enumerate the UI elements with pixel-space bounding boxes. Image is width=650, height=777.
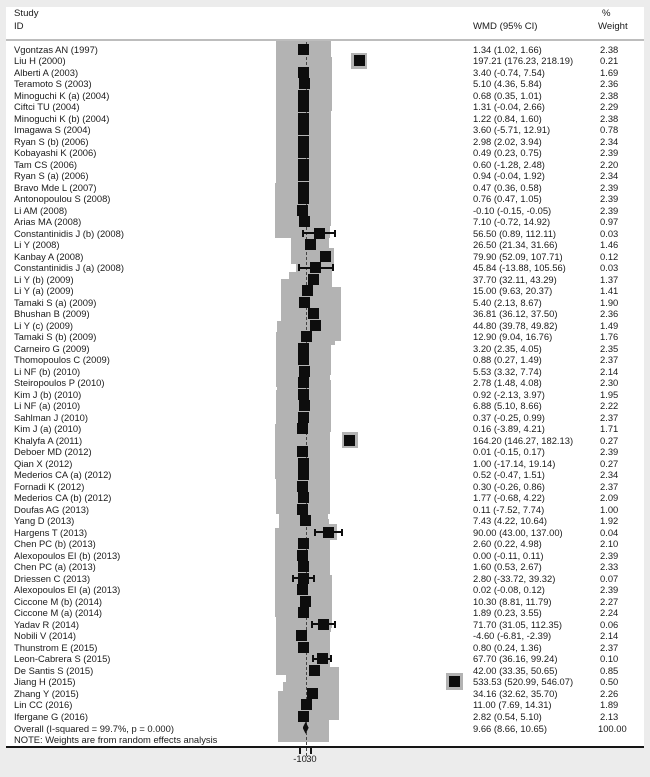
ci-whisker-left-cap bbox=[292, 575, 294, 582]
study-label: Chen PC (a) (2013) bbox=[14, 561, 96, 573]
effect-estimate-square bbox=[310, 320, 321, 331]
study-wmd-ci: 56.50 (0.89, 112.11) bbox=[473, 227, 557, 239]
study-weight: 2.09 bbox=[600, 492, 619, 504]
study-weight: 2.37 bbox=[600, 354, 619, 366]
study-wmd-ci: 0.47 (0.36, 0.58) bbox=[473, 181, 542, 193]
study-weight: 0.97 bbox=[600, 216, 619, 228]
study-weight: 2.39 bbox=[600, 193, 619, 205]
effect-estimate-square bbox=[298, 90, 309, 101]
study-weight: 0.50 bbox=[600, 676, 619, 688]
study-label: Alexopoulos EI (b) (2013) bbox=[14, 549, 121, 561]
study-wmd-ci: 42.00 (33.35, 50.65) bbox=[473, 664, 558, 676]
effect-estimate-square bbox=[299, 297, 310, 308]
study-wmd-ci: 2.82 (0.54, 5.10) bbox=[473, 710, 542, 722]
effect-estimate-square bbox=[297, 584, 308, 595]
study-label: Constantinidis J (a) (2008) bbox=[14, 262, 124, 274]
study-label: Imagawa S (2004) bbox=[14, 124, 91, 136]
forest-plot-marker-layer bbox=[0, 41, 650, 746]
study-label: Carneiro G (2009) bbox=[14, 342, 90, 354]
study-weight: 2.38 bbox=[600, 89, 619, 101]
study-weight: 2.33 bbox=[600, 561, 619, 573]
study-weight: 2.34 bbox=[600, 135, 619, 147]
study-wmd-ci: 1.00 (-17.14, 19.14) bbox=[473, 457, 556, 469]
study-label: Constantinidis J (b) (2008) bbox=[14, 227, 124, 239]
study-label: Mederios CA (b) (2012) bbox=[14, 492, 112, 504]
effect-estimate-square bbox=[296, 630, 307, 641]
study-weight: 2.39 bbox=[600, 181, 619, 193]
study-weight: 1.49 bbox=[600, 319, 619, 331]
study-label: Deboer MD (2012) bbox=[14, 446, 92, 458]
study-weight: 1.90 bbox=[600, 296, 619, 308]
header-study-line1: Study bbox=[14, 8, 39, 19]
study-label: Steiropoulos P (2010) bbox=[14, 377, 105, 389]
effect-estimate-square bbox=[297, 423, 308, 434]
study-weight: 2.27 bbox=[600, 595, 619, 607]
study-label: Tam CS (2006) bbox=[14, 158, 78, 170]
overall-label: Overall (I-squared = 99.7%, p = 0.000) bbox=[14, 722, 174, 734]
effect-estimate-square bbox=[297, 504, 308, 515]
study-label: Ifergane G (2016) bbox=[14, 710, 89, 722]
study-weight: 0.03 bbox=[600, 227, 619, 239]
effect-estimate-square bbox=[308, 274, 319, 285]
study-label: Bhushan B (2009) bbox=[14, 308, 90, 320]
study-wmd-ci: 0.49 (0.23, 0.75) bbox=[473, 147, 542, 159]
x-axis-line bbox=[6, 746, 644, 748]
effect-estimate-square bbox=[297, 446, 308, 457]
study-label: Kim J (a) (2010) bbox=[14, 423, 82, 435]
effect-estimate-square bbox=[299, 400, 310, 411]
effect-estimate-square bbox=[300, 596, 311, 607]
study-wmd-ci: 44.80 (39.78, 49.82) bbox=[473, 319, 558, 331]
effect-estimate-square bbox=[323, 527, 334, 538]
effect-estimate-square bbox=[298, 412, 309, 423]
effect-estimate-square bbox=[298, 458, 309, 469]
study-wmd-ci: 26.50 (21.34, 31.66) bbox=[473, 239, 558, 251]
effect-estimate-square bbox=[302, 285, 313, 296]
study-wmd-ci: 3.60 (-5.71, 12.91) bbox=[473, 124, 551, 136]
study-wmd-ci: 37.70 (32.11, 43.29) bbox=[473, 273, 557, 285]
study-label: Tamaki S (a) (2009) bbox=[14, 296, 97, 308]
effect-estimate-square bbox=[298, 642, 309, 653]
study-label: Vgontzas AN (1997) bbox=[14, 43, 98, 55]
effect-estimate-square bbox=[310, 262, 321, 273]
study-label: Ciccone M (b) (2014) bbox=[14, 595, 103, 607]
ci-whisker-right-cap bbox=[313, 575, 315, 582]
effect-estimate-square bbox=[298, 182, 309, 193]
effect-estimate-square bbox=[317, 653, 328, 664]
study-wmd-ci: 11.00 (7.69, 14.31) bbox=[473, 699, 552, 711]
study-weight: 1.46 bbox=[600, 239, 619, 251]
effect-estimate-square bbox=[298, 492, 309, 503]
study-wmd-ci: 0.30 (-0.26, 0.86) bbox=[473, 480, 545, 492]
header-study-line2: ID bbox=[14, 21, 24, 32]
effect-estimate-square bbox=[301, 331, 312, 342]
study-label: Alexopoulos EI (a) (2013) bbox=[14, 584, 121, 596]
ci-whisker-left-cap bbox=[311, 621, 313, 628]
study-label: Minoguchi K (a) (2004) bbox=[14, 89, 110, 101]
study-weight: 1.00 bbox=[600, 503, 619, 515]
effect-estimate-square bbox=[298, 538, 309, 549]
ci-whisker-right-cap bbox=[334, 621, 336, 628]
study-wmd-ci: 3.40 (-0.74, 7.54) bbox=[473, 66, 545, 78]
header-weight-line2: Weight bbox=[598, 21, 628, 32]
study-label: Ciftci TU (2004) bbox=[14, 101, 80, 113]
study-wmd-ci: 5.53 (3.32, 7.74) bbox=[473, 365, 542, 377]
effect-estimate-square bbox=[298, 147, 309, 158]
study-label: Sahlman J (2010) bbox=[14, 411, 88, 423]
effect-estimate-square bbox=[297, 205, 308, 216]
study-weight: 2.36 bbox=[600, 308, 619, 320]
study-wmd-ci: 34.16 (32.62, 35.70) bbox=[473, 687, 558, 699]
study-label: Jiang H (2015) bbox=[14, 676, 76, 688]
effect-estimate-square bbox=[298, 711, 309, 722]
study-weight: 2.34 bbox=[600, 469, 619, 481]
study-weight: 0.21 bbox=[600, 55, 619, 67]
study-weight: 0.10 bbox=[600, 653, 619, 665]
study-weight: 1.71 bbox=[600, 423, 619, 435]
study-label: Kim J (b) (2010) bbox=[14, 388, 82, 400]
header-wmd-column: WMD (95% CI) bbox=[473, 21, 538, 32]
study-label: Ryan S (b) (2006) bbox=[14, 135, 89, 147]
study-weight: 2.24 bbox=[600, 607, 619, 619]
study-weight: 2.14 bbox=[600, 630, 619, 642]
study-wmd-ci: 71.70 (31.05, 112.35) bbox=[473, 618, 562, 630]
study-weight: 0.06 bbox=[600, 618, 619, 630]
study-weight: 2.26 bbox=[600, 687, 619, 699]
study-weight: 1.92 bbox=[600, 515, 619, 527]
study-label: Yadav R (2014) bbox=[14, 618, 79, 630]
study-wmd-ci: 36.81 (36.12, 37.50) bbox=[473, 308, 558, 320]
study-label: Hargens T (2013) bbox=[14, 526, 88, 538]
study-weight: 2.13 bbox=[600, 710, 619, 722]
effect-estimate-square bbox=[298, 67, 309, 78]
study-wmd-ci: 0.16 (-3.89, 4.21) bbox=[473, 423, 545, 435]
study-label: Li Y (2008) bbox=[14, 239, 60, 251]
study-wmd-ci: 0.60 (-1.28, 2.48) bbox=[473, 158, 545, 170]
study-weight: 2.39 bbox=[600, 446, 619, 458]
study-weight: 2.35 bbox=[600, 342, 619, 354]
study-weight: 2.37 bbox=[600, 411, 619, 423]
note-text: NOTE: Weights are from random effects analysis bbox=[14, 734, 218, 745]
study-wmd-ci: 2.60 (0.22, 4.98) bbox=[473, 538, 542, 550]
study-weight: 0.12 bbox=[600, 250, 619, 262]
study-wmd-ci: 6.88 (5.10, 8.66) bbox=[473, 400, 542, 412]
study-label: Tamaki S (b) (2009) bbox=[14, 331, 97, 343]
study-label: Nobili V (2014) bbox=[14, 630, 77, 642]
study-label: Teramoto S (2003) bbox=[14, 78, 92, 90]
study-wmd-ci: 7.43 (4.22, 10.64) bbox=[473, 515, 548, 527]
study-wmd-ci: 0.80 (0.24, 1.36) bbox=[473, 641, 542, 653]
x-axis-tick-label-neg10: -10 bbox=[293, 753, 307, 764]
study-weight: 2.36 bbox=[600, 78, 619, 90]
effect-estimate-square bbox=[298, 136, 309, 147]
effect-estimate-square bbox=[298, 193, 309, 204]
study-label: Antonopoulou S (2008) bbox=[14, 193, 111, 205]
study-wmd-ci: 10.30 (8.81, 11.79) bbox=[473, 595, 552, 607]
study-weight: 0.04 bbox=[600, 526, 619, 538]
ci-whisker-right-cap bbox=[332, 264, 334, 271]
study-weight: 2.38 bbox=[600, 43, 619, 55]
effect-estimate-square bbox=[308, 308, 319, 319]
study-wmd-ci: 5.10 (4.36, 5.84) bbox=[473, 78, 542, 90]
study-label: Chen PC (b) (2013) bbox=[14, 538, 96, 550]
effect-estimate-square bbox=[309, 665, 320, 676]
study-weight: 0.27 bbox=[600, 434, 619, 446]
study-wmd-ci: 0.94 (-0.04, 1.92) bbox=[473, 170, 545, 182]
study-label: Alberti A (2003) bbox=[14, 66, 79, 78]
study-weight: 2.39 bbox=[600, 204, 619, 216]
study-label: Ryan S (a) (2006) bbox=[14, 170, 89, 182]
study-weight: 2.39 bbox=[600, 147, 619, 159]
overall-weight: 100.00 bbox=[598, 722, 627, 734]
study-label: Kobayashi K (2006) bbox=[14, 147, 97, 159]
effect-estimate-square bbox=[298, 561, 309, 572]
effect-estimate-square bbox=[299, 78, 310, 89]
effect-estimate-square bbox=[298, 113, 309, 124]
study-weight: 2.30 bbox=[600, 377, 619, 389]
effect-estimate-square bbox=[299, 216, 310, 227]
effect-estimate-square bbox=[298, 607, 309, 618]
study-weight: 2.39 bbox=[600, 584, 619, 596]
study-label: Li AM (2008) bbox=[14, 204, 68, 216]
study-label: Driessen C (2013) bbox=[14, 572, 91, 584]
study-label: Li NF (a) (2010) bbox=[14, 400, 81, 412]
study-label: Yang D (2013) bbox=[14, 515, 75, 527]
study-weight: 0.78 bbox=[600, 124, 619, 136]
study-wmd-ci: 12.90 (9.04, 16.76) bbox=[473, 331, 553, 343]
study-weight: 0.27 bbox=[600, 457, 619, 469]
study-weight: 2.22 bbox=[600, 400, 619, 412]
study-label: Li Y (c) (2009) bbox=[14, 319, 74, 331]
study-wmd-ci: 1.22 (0.84, 1.60) bbox=[473, 112, 542, 124]
study-weight: 0.03 bbox=[600, 262, 619, 274]
study-weight: 2.29 bbox=[600, 101, 619, 113]
study-wmd-ci: 0.76 (0.47, 1.05) bbox=[473, 193, 542, 205]
study-label: De Santis S (2015) bbox=[14, 664, 94, 676]
study-wmd-ci: 0.88 (0.27, 1.49) bbox=[473, 354, 542, 366]
x-axis-tick-label-30: 30 bbox=[306, 753, 317, 764]
study-wmd-ci: 2.78 (1.48, 4.08) bbox=[473, 377, 542, 389]
study-weight: 1.41 bbox=[600, 285, 619, 297]
study-wmd-ci: 2.98 (2.02, 3.94) bbox=[473, 135, 542, 147]
study-weight: 2.39 bbox=[600, 549, 619, 561]
study-label: Liu H (2000) bbox=[14, 55, 66, 67]
study-wmd-ci: 164.20 (146.27, 182.13) bbox=[473, 434, 574, 446]
effect-estimate-square bbox=[298, 44, 309, 55]
study-wmd-ci: 1.34 (1.02, 1.66) bbox=[473, 43, 542, 55]
study-weight: 2.10 bbox=[600, 538, 619, 550]
effect-estimate-square bbox=[298, 573, 309, 584]
ci-whisker-right-cap bbox=[334, 230, 336, 237]
study-wmd-ci: -0.10 (-0.15, -0.05) bbox=[473, 204, 552, 216]
effect-estimate-square bbox=[298, 101, 309, 112]
effect-estimate-square bbox=[298, 469, 309, 480]
ci-whisker-left-cap bbox=[314, 529, 316, 536]
study-label: Kanbay A (2008) bbox=[14, 250, 84, 262]
study-wmd-ci: 5.40 (2.13, 8.67) bbox=[473, 296, 542, 308]
effect-estimate-square bbox=[298, 354, 309, 365]
effect-estimate-square bbox=[298, 159, 309, 170]
ci-whisker-right-cap bbox=[341, 529, 343, 536]
study-label: Khalyfa A (2011) bbox=[14, 434, 83, 446]
study-label: Zhang Y (2015) bbox=[14, 687, 79, 699]
study-wmd-ci: 197.21 (176.23, 218.19) bbox=[473, 55, 574, 67]
ci-whisker-left-cap bbox=[312, 655, 314, 662]
study-weight: 1.76 bbox=[600, 331, 619, 343]
study-wmd-ci: 0.68 (0.35, 1.01) bbox=[473, 89, 542, 101]
study-label: Ciccone M (a) (2014) bbox=[14, 607, 103, 619]
study-wmd-ci: 0.52 (-0.47, 1.51) bbox=[473, 469, 545, 481]
study-wmd-ci: 67.70 (36.16, 99.24) bbox=[473, 653, 558, 665]
study-label: Qian X (2012) bbox=[14, 457, 73, 469]
study-weight: 2.20 bbox=[600, 158, 619, 170]
effect-estimate-square bbox=[297, 481, 308, 492]
study-wmd-ci: 1.77 (-0.68, 4.22) bbox=[473, 492, 545, 504]
study-wmd-ci: 15.00 (9.63, 20.37) bbox=[473, 285, 553, 297]
study-wmd-ci: 0.92 (-2.13, 3.97) bbox=[473, 388, 545, 400]
study-wmd-ci: 1.60 (0.53, 2.67) bbox=[473, 561, 542, 573]
study-weight: 2.14 bbox=[600, 365, 619, 377]
study-weight: 0.07 bbox=[600, 572, 619, 584]
header-weight-line1: % bbox=[602, 8, 611, 19]
overall-line-axis-stub bbox=[306, 748, 307, 756]
overall-wmd-ci: 9.66 (8.66, 10.65) bbox=[473, 722, 548, 734]
study-weight: 2.38 bbox=[600, 112, 619, 124]
study-wmd-ci: 3.20 (2.35, 4.05) bbox=[473, 342, 542, 354]
study-wmd-ci: 7.10 (-0.72, 14.92) bbox=[473, 216, 551, 228]
study-wmd-ci: 2.80 (-33.72, 39.32) bbox=[473, 572, 556, 584]
study-label: Fornadi K (2012) bbox=[14, 480, 85, 492]
study-label: Lin CC (2016) bbox=[14, 699, 73, 711]
study-label: Li NF (b) (2010) bbox=[14, 365, 81, 377]
effect-estimate-square bbox=[318, 619, 329, 630]
study-label: Bravo Mde L (2007) bbox=[14, 181, 97, 193]
study-weight: 2.37 bbox=[600, 641, 619, 653]
effect-estimate-square bbox=[298, 377, 309, 388]
effect-estimate-square bbox=[299, 366, 310, 377]
study-label: Leon-Cabrera S (2015) bbox=[14, 653, 111, 665]
study-wmd-ci: 0.00 (-0.11, 0.11) bbox=[473, 549, 544, 561]
ci-whisker-left-cap bbox=[298, 264, 300, 271]
effect-estimate-square bbox=[449, 676, 460, 687]
study-label: Minoguchi K (b) (2004) bbox=[14, 112, 110, 124]
effect-estimate-square bbox=[298, 389, 309, 400]
ci-whisker-right-cap bbox=[330, 655, 332, 662]
effect-estimate-square bbox=[307, 688, 318, 699]
study-label: Doufas AG (2013) bbox=[14, 503, 90, 515]
effect-estimate-square bbox=[305, 239, 316, 250]
study-weight: 1.69 bbox=[600, 66, 619, 78]
effect-estimate-square bbox=[301, 699, 312, 710]
study-weight: 2.37 bbox=[600, 480, 619, 492]
study-wmd-ci: 1.89 (0.23, 3.55) bbox=[473, 607, 542, 619]
study-weight: 0.85 bbox=[600, 664, 619, 676]
effect-estimate-square bbox=[320, 251, 331, 262]
study-label: Li Y (a) (2009) bbox=[14, 285, 74, 297]
study-label: Thunstrom E (2015) bbox=[14, 641, 98, 653]
study-wmd-ci: 0.11 (-7.52, 7.74) bbox=[473, 503, 545, 515]
study-wmd-ci: 90.00 (43.00, 137.00) bbox=[473, 526, 563, 538]
study-label: Thomopoulos C (2009) bbox=[14, 354, 110, 366]
study-wmd-ci: 0.01 (-0.15, 0.17) bbox=[473, 446, 545, 458]
study-wmd-ci: 0.02 (-0.08, 0.12) bbox=[473, 584, 545, 596]
effect-estimate-square bbox=[314, 228, 325, 239]
study-wmd-ci: 533.53 (520.99, 546.07) bbox=[473, 676, 574, 688]
study-weight: 2.34 bbox=[600, 170, 619, 182]
study-label: Mederios CA (a) (2012) bbox=[14, 469, 112, 481]
ci-whisker-left-cap bbox=[302, 230, 304, 237]
study-weight: 1.89 bbox=[600, 699, 619, 711]
study-label: Li Y (b) (2009) bbox=[14, 273, 74, 285]
effect-estimate-square bbox=[298, 343, 309, 354]
study-wmd-ci: 0.37 (-0.25, 0.99) bbox=[473, 411, 545, 423]
effect-estimate-square bbox=[297, 550, 308, 561]
effect-estimate-square bbox=[344, 435, 355, 446]
study-weight: 1.95 bbox=[600, 388, 619, 400]
effect-estimate-square bbox=[300, 515, 311, 526]
effect-estimate-square bbox=[298, 170, 309, 181]
study-wmd-ci: 1.31 (-0.04, 2.66) bbox=[473, 101, 545, 113]
effect-estimate-square bbox=[298, 124, 309, 135]
study-wmd-ci: 79.90 (52.09, 107.71) bbox=[473, 250, 563, 262]
study-weight: 1.37 bbox=[600, 273, 619, 285]
study-wmd-ci: -4.60 (-6.81, -2.39) bbox=[473, 630, 552, 642]
effect-estimate-square bbox=[354, 55, 365, 66]
study-label: Arias MA (2008) bbox=[14, 216, 82, 228]
study-wmd-ci: 45.84 (-13.88, 105.56) bbox=[473, 262, 566, 274]
